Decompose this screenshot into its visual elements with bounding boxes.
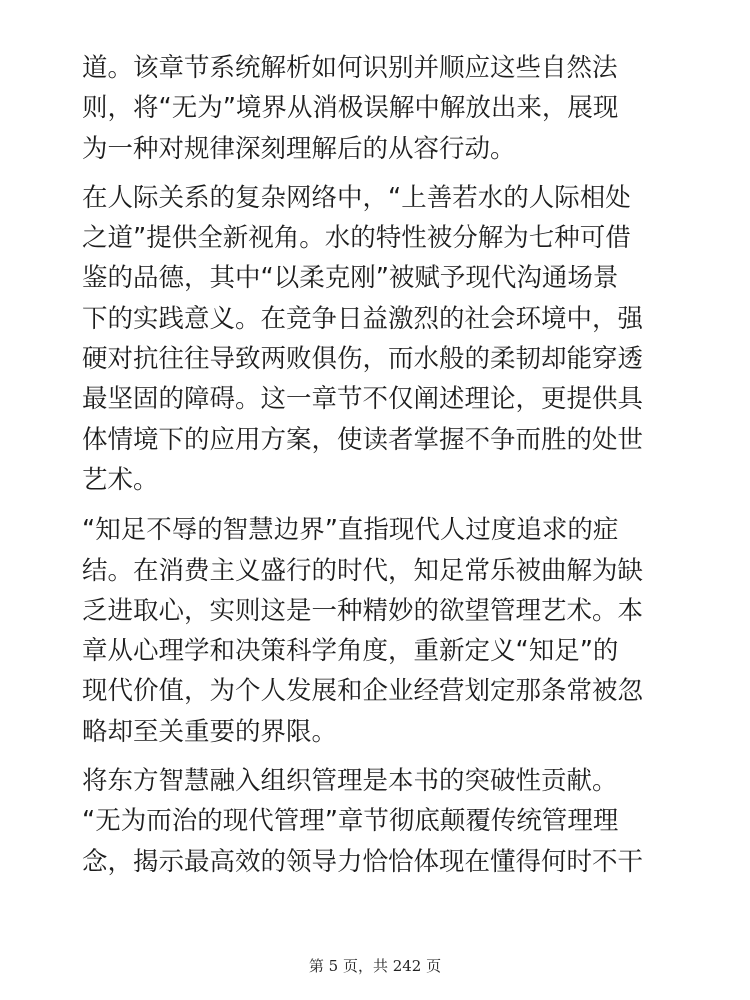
text-line: 下的实践意义。在竞争日益激烈的社会环境中，强 xyxy=(82,303,644,334)
text-line: 最坚固的障碍。这一章节不仅阐述理论，更提供具 xyxy=(82,384,644,415)
text-line: 体情境下的应用方案，使读者掌握不争而胜的处世 xyxy=(82,424,644,455)
paragraph-3 xyxy=(82,510,674,752)
text-line: 现代价值，为个人发展和企业经营划定那条常被忽 xyxy=(82,676,644,707)
text-line: 章从心理学和决策科学角度，重新定义“知足”的 xyxy=(82,636,619,667)
paragraph-4 xyxy=(82,761,674,882)
text-line: 结。在消费主义盛行的时代，知足常乐被曲解为缺 xyxy=(82,555,644,586)
body-text xyxy=(82,48,674,882)
text-line: 略却至关重要的界限。 xyxy=(82,716,338,747)
text-line: “知足不辱的智慧边界”直指现代人过度追求的症 xyxy=(82,515,619,546)
text-line: 在人际关系的复杂网络中，“上善若水的人际相处 xyxy=(82,182,631,213)
text-line: “无为而治的现代管理”章节彻底颠覆传统管理理 xyxy=(82,806,619,837)
paragraph-1 xyxy=(82,48,674,169)
page-number-footer: 第 5 页，共 242 页 xyxy=(308,957,442,975)
text-line: 硬对抗往往导致两败俱伤，而水般的柔韧却能穿透 xyxy=(82,344,644,375)
text-line: 艺术。 xyxy=(82,464,159,495)
text-line: 将东方智慧融入组织管理是本书的突破性贡献。 xyxy=(82,766,618,797)
text-line: 乏进取心，实则这是一种精妙的欲望管理艺术。本 xyxy=(82,595,644,626)
text-line: 念，揭示最高效的领导力恰恰体现在懂得何时不干 xyxy=(82,846,644,877)
text-line: 为一种对规律深刻理解后的从容行动。 xyxy=(82,133,516,164)
paragraph-2 xyxy=(82,178,674,500)
text-line: 之道”提供全新视角。水的特性被分解为七种可借 xyxy=(82,223,631,254)
text-line: 鉴的品德，其中“以柔克刚”被赋予现代沟通场景 xyxy=(82,263,619,294)
text-line: 道。该章节系统解析如何识别并顺应这些自然法 xyxy=(82,53,618,83)
text-line: 则，将“无为”境界从消极误解中解放出来，展现 xyxy=(82,93,619,124)
